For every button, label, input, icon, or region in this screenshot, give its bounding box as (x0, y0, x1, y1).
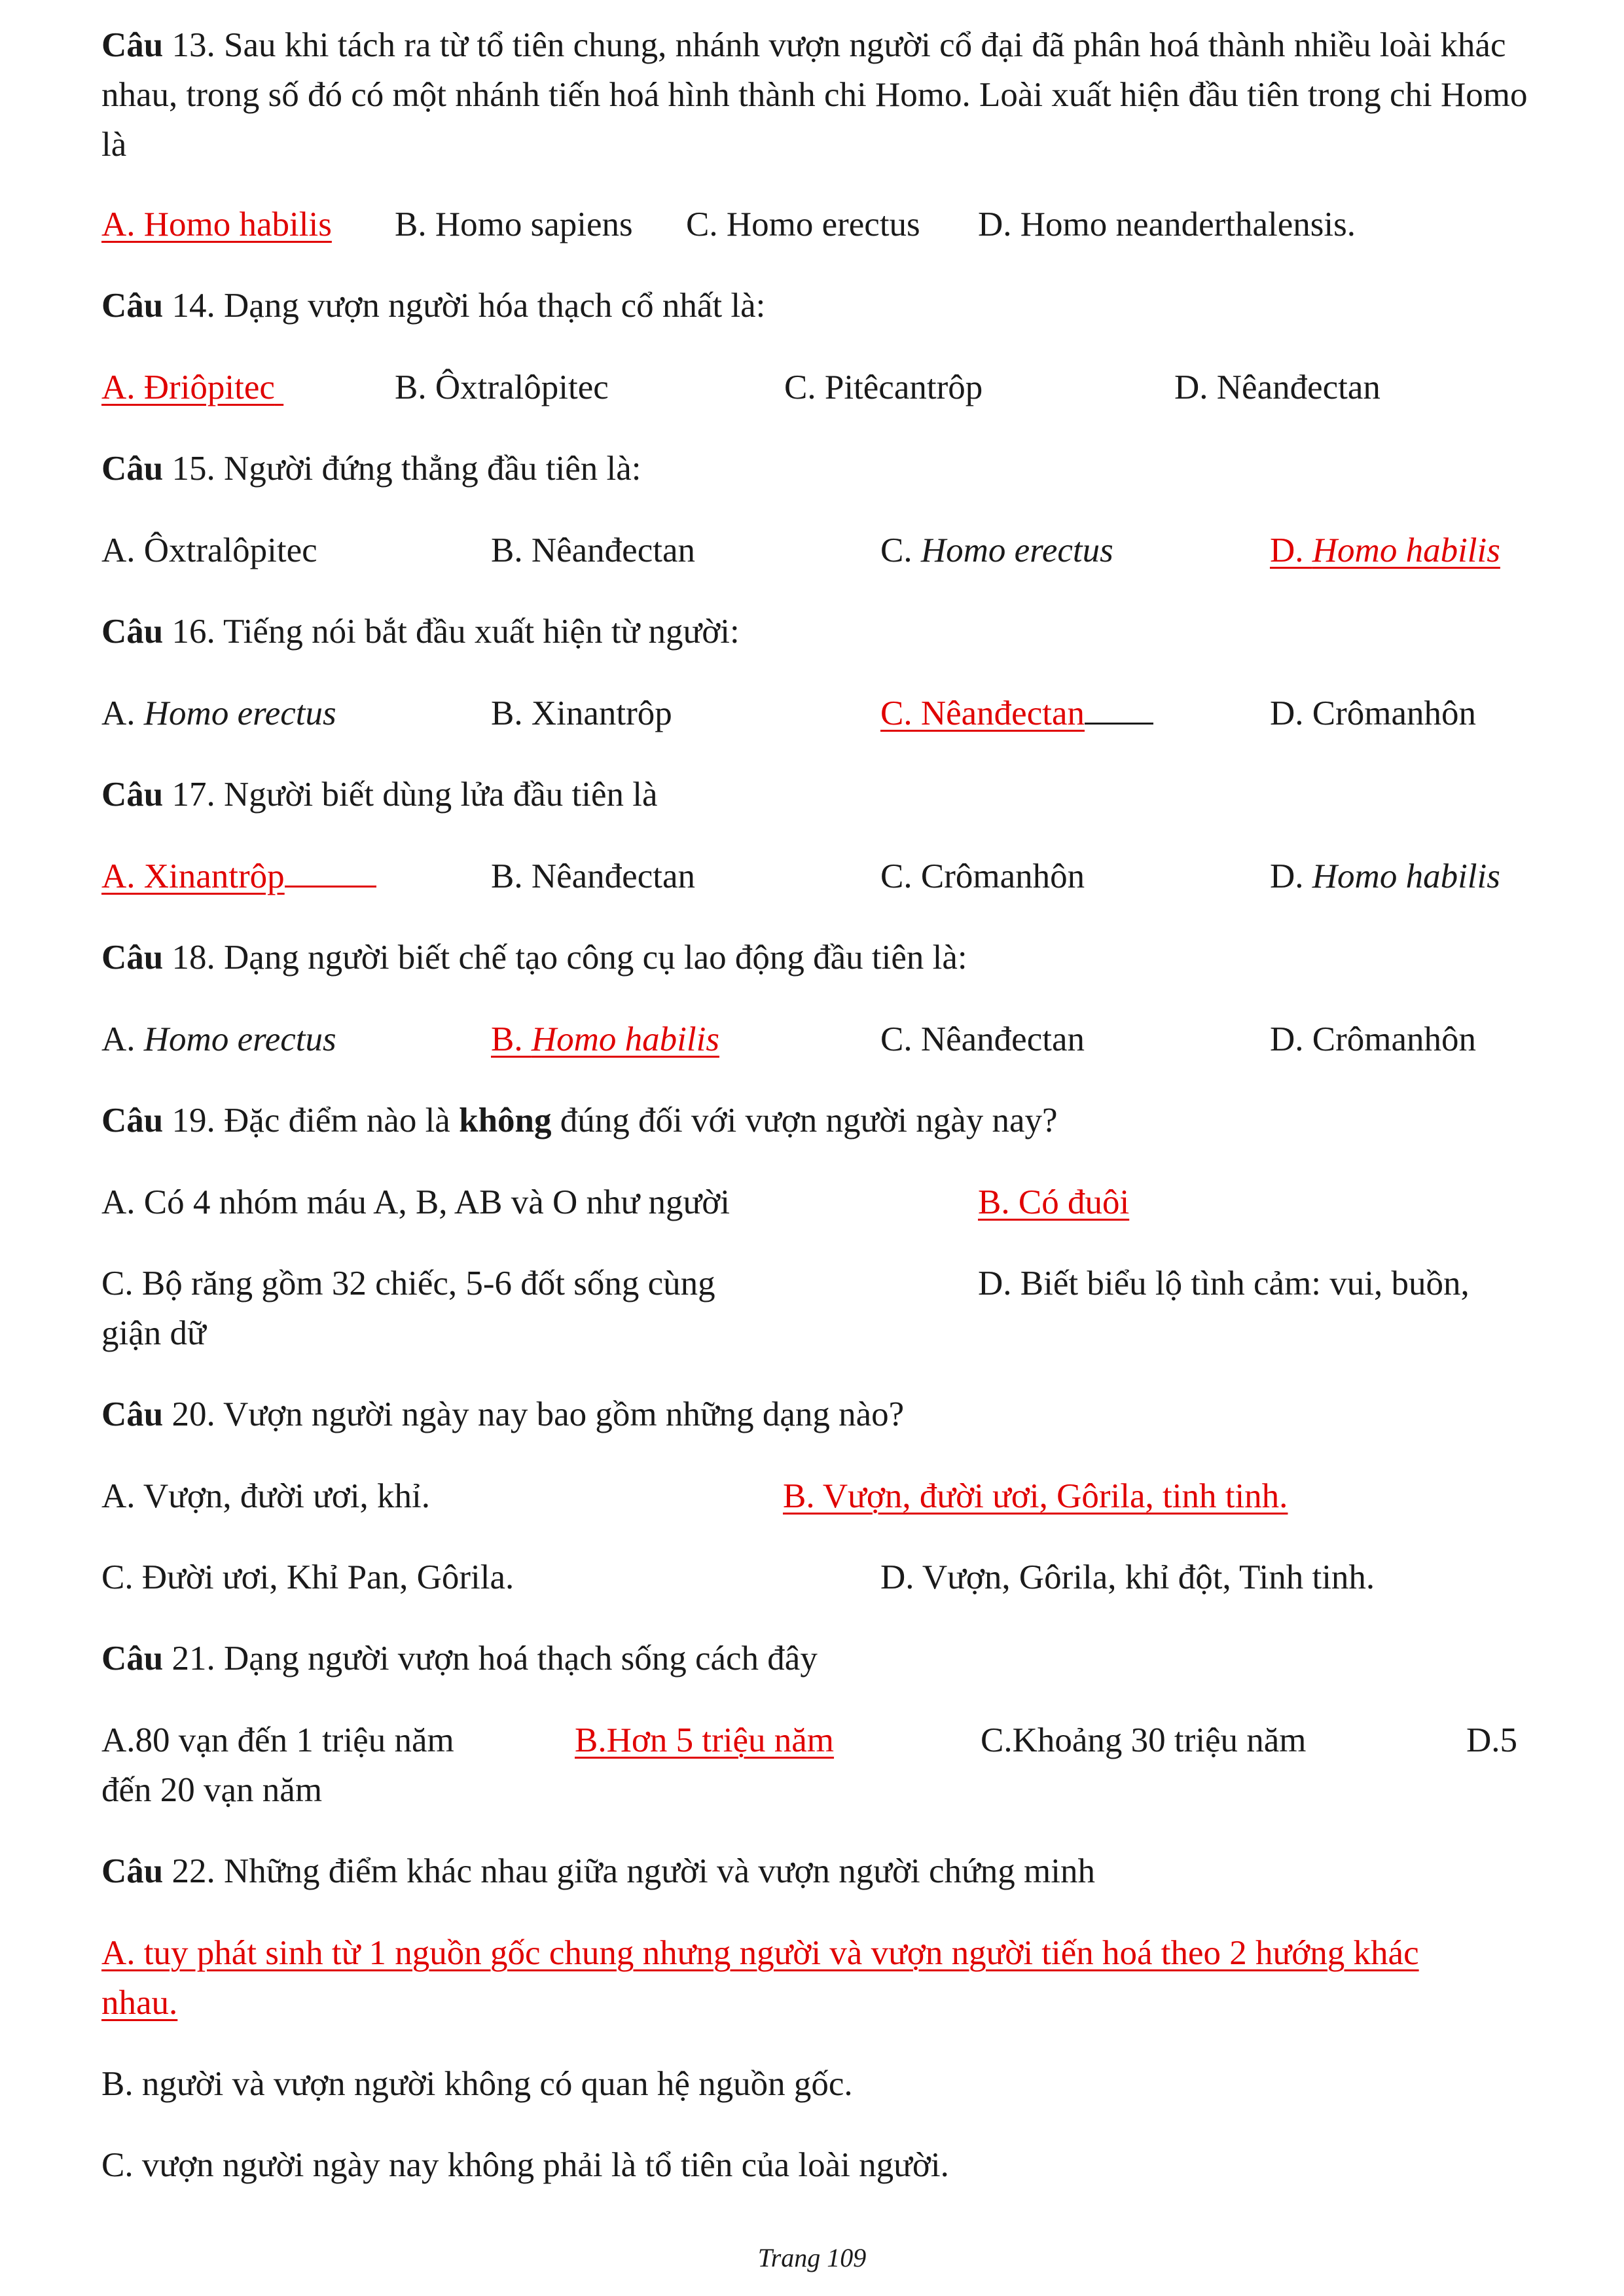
question-stem: 18. Dạng người biết chế tạo công cụ lao động đầu tiên là: (163, 939, 967, 977)
question-20-option-a[interactable]: A. Vượn, đười ươi, khỉ. (101, 1477, 431, 1515)
correct-answer: B. Vượn, đười ươi, Gôrila, tinh tinh. (783, 1477, 1288, 1515)
question-21-option-c[interactable]: C.Khoảng 30 triệu năm (981, 1721, 1307, 1759)
question-17-option-c[interactable]: C. Crômanhôn (880, 857, 1085, 895)
question-17-option-d[interactable]: D. Homo habilis (1270, 857, 1500, 895)
question-label: Câu (101, 287, 164, 325)
question-label: Câu (101, 613, 164, 651)
question-19-option-b[interactable] (978, 1177, 1129, 1227)
question-13-option-a[interactable] (101, 200, 332, 249)
correct-answer: A. Homo habilis (101, 206, 332, 243)
question-22-option-a[interactable] (101, 1928, 1419, 1978)
question-15-option-a[interactable]: A. Ôxtralôpitec (101, 531, 317, 569)
question-17 (101, 770, 657, 819)
correct-answer: C. Nêanđectan (880, 694, 1085, 732)
correct-answer: A. tuy phát sinh từ 1 nguồn gốc chung nhưng người và vượn người tiến hoá theo 2 hướng khác (101, 1934, 1419, 1972)
answer-blank-line (1085, 694, 1153, 725)
question-15 (101, 444, 641, 493)
question-15-option-c[interactable]: C. Homo erectus (880, 531, 1113, 569)
correct-answer: B.Hơn 5 triệu năm (575, 1721, 835, 1759)
question-21-option-a[interactable]: A.80 vạn đến 1 triệu năm (101, 1721, 454, 1759)
question-20-option-d[interactable]: D. Vượn, Gôrila, khỉ đột, Tinh tinh. (880, 1558, 1375, 1596)
question-stem: 15. Người đứng thẳng đầu tiên là: (163, 450, 641, 488)
question-label: Câu (101, 1640, 164, 1677)
question-stem: 22. Những điểm khác nhau giữa người và vượn người chứng minh (163, 1852, 1095, 1890)
question-22-option-a-cont: nhau. (101, 1984, 178, 2022)
question-20 (101, 1390, 904, 1439)
question-18-option-c[interactable]: C. Nêanđectan (880, 1020, 1085, 1058)
question-16-option-a[interactable]: A. Homo erectus (101, 694, 336, 732)
answer-blank-line (285, 857, 376, 888)
question-18-option-a[interactable]: A. Homo erectus (101, 1020, 336, 1058)
correct-answer: D. Homo habilis (1270, 531, 1500, 569)
question-19: Câu 19. Đặc điểm nào là không đúng đối với vượn người ngày nay? (101, 1102, 1058, 1139)
question-18-option-b[interactable] (491, 1014, 719, 1064)
question-16-option-c[interactable] (880, 689, 1153, 738)
question-21-option-d[interactable]: D.5 (1466, 1721, 1518, 1759)
question-label: Câu (101, 1852, 164, 1890)
question-label: Câu (101, 939, 164, 977)
question-14-option-a[interactable] (101, 363, 283, 412)
question-22-option-c[interactable]: C. vượn người ngày nay không phải là tổ tiên của loài người. (101, 2146, 949, 2184)
question-17-option-a[interactable] (101, 852, 376, 901)
question-16-option-b[interactable]: B. Xinantrôp (491, 694, 672, 732)
question-19-option-a[interactable]: A. Có 4 nhóm máu A, B, AB và O như người (101, 1183, 731, 1221)
question-20-option-b[interactable] (783, 1471, 1288, 1521)
correct-answer: A. Đriôpitec (101, 368, 275, 406)
question-20-option-c[interactable]: C. Đười ươi, Khỉ Pan, Gôrila. (101, 1558, 514, 1596)
question-13-option-d[interactable]: D. Homo neanderthalensis. (978, 206, 1356, 243)
question-18 (101, 933, 967, 982)
question-21-option-b[interactable] (575, 1715, 834, 1765)
question-13-stem (101, 20, 1528, 170)
correct-answer: B. Homo habilis (491, 1020, 719, 1058)
page-number: Trang 109 (757, 2243, 867, 2272)
question-stem: 16. Tiếng nói bắt đầu xuất hiện từ người: (163, 613, 740, 651)
question-label: Câu (101, 1395, 164, 1433)
question-label: Câu (101, 450, 164, 488)
question-stem: 20. Vượn người ngày nay bao gồm những dạng nào? (163, 1395, 905, 1433)
question-14-option-c[interactable]: C. Pitêcantrôp (784, 368, 983, 406)
question-21-option-d-cont: đến 20 vạn năm (101, 1771, 323, 1809)
question-19-option-d[interactable]: D. Biết biểu lộ tình cảm: vui, buồn, (978, 1265, 1470, 1302)
question-16-option-d[interactable]: D. Crômanhôn (1270, 694, 1477, 732)
question-label: Câu (101, 776, 164, 814)
emphasis: không (459, 1102, 552, 1139)
question-17-option-b[interactable]: B. Nêanđectan (491, 857, 695, 895)
question-22 (101, 1846, 1095, 1896)
question-19-option-d-cont: giận dữ (101, 1314, 206, 1352)
question-stem: 14. Dạng vượn người hóa thạch cổ nhất là: (163, 287, 766, 325)
question-21 (101, 1634, 818, 1683)
correct-answer: B. Có đuôi (978, 1183, 1130, 1221)
question-label: Câu (101, 26, 164, 64)
question-stem: 21. Dạng người vượn hoá thạch sống cách đây (163, 1640, 818, 1677)
question-label: Câu (101, 1102, 164, 1139)
question-stem: 17. Người biết dùng lửa đầu tiên là (163, 776, 658, 814)
question-14-option-d[interactable]: D. Nêanđectan (1174, 368, 1380, 406)
question-15-option-d[interactable] (1270, 526, 1500, 575)
question-13-option-b[interactable]: B. Homo sapiens (395, 206, 633, 243)
correct-answer: A. Xinantrôp (101, 857, 285, 895)
question-14 (101, 281, 765, 331)
question-16 (101, 607, 740, 656)
question-18-option-d[interactable]: D. Crômanhôn (1270, 1020, 1477, 1058)
question-14-option-b[interactable]: B. Ôxtralôpitec (395, 368, 609, 406)
question-19-option-c[interactable]: C. Bộ răng gồm 32 chiếc, 5-6 đốt sống cùng (101, 1265, 715, 1302)
question-stem: 13. Sau khi tách ra từ tổ tiên chung, nhánh vượn người cổ đại đã phân hoá thành nhiều loài khác nhau, trong số đó có một nhánh tiến hoá hình thành chi Homo. Loài xuất hiện đầu tiên trong chi Homo là (101, 26, 1528, 164)
question-22-option-b[interactable]: B. người và vượn người không có quan hệ nguồn gốc. (101, 2065, 853, 2103)
question-13-option-c[interactable]: C. Homo erectus (686, 206, 920, 243)
question-15-option-b[interactable]: B. Nêanđectan (491, 531, 695, 569)
